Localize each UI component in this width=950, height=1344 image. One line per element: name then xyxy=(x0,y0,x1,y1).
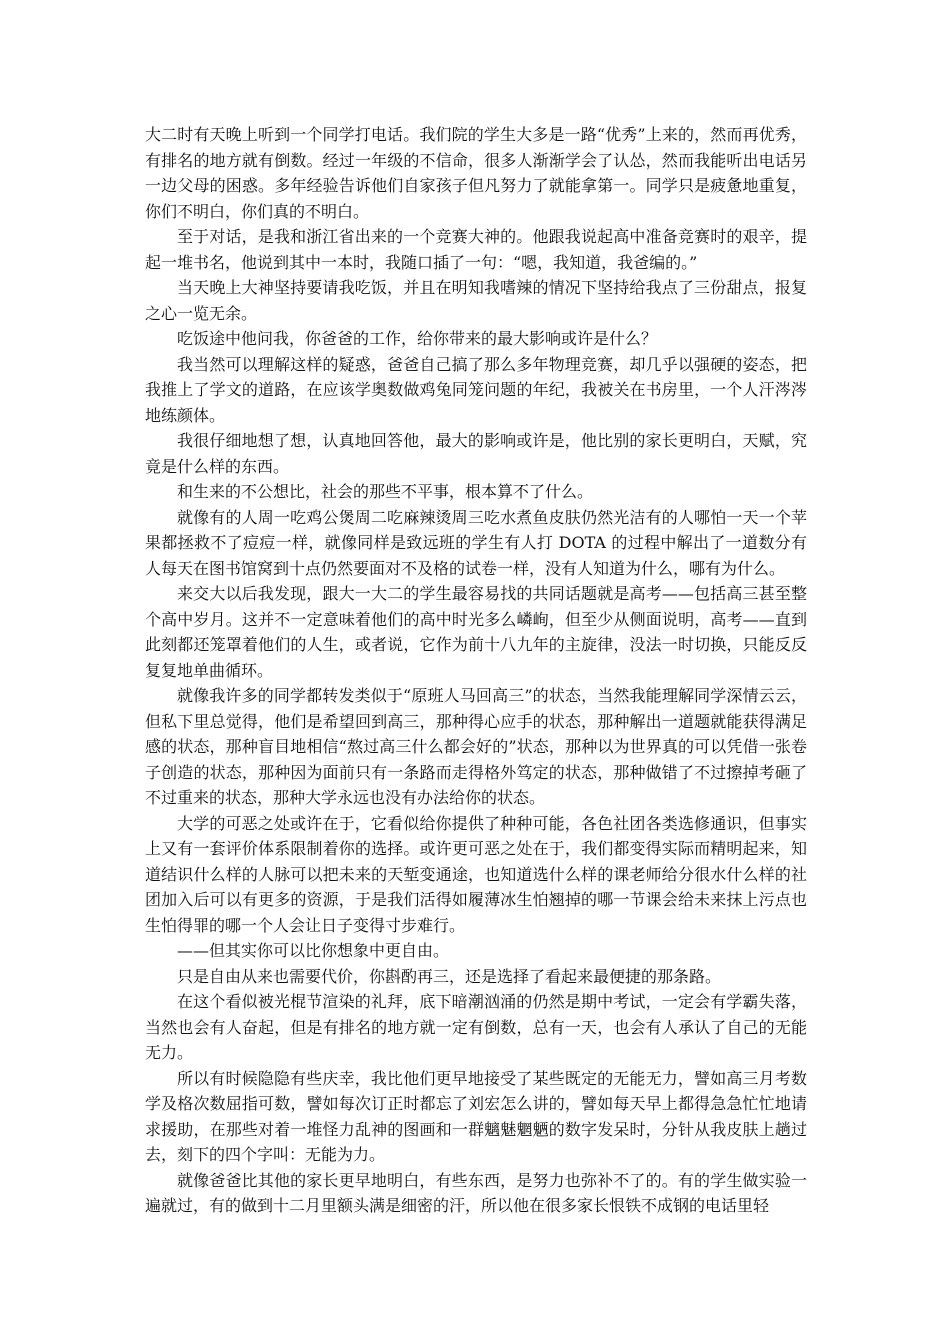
paragraph-14: 在这个看似被光棍节渲染的礼拜，底下暗潮汹涌的仍然是期中考试，一定会有学霸失落，当然也会有人奋起，但是有排名的地方就一定有倒数，总有一天，也会有人承认了自己的无能无力。 xyxy=(145,992,807,1062)
paragraph-5: 我当然可以理解这样的疑惑，爸爸自己搞了那么多年物理竞赛，却几乎以强硬的姿态，把我推上了学文的道路，在应该学奥数做鸡兔同笼问题的年纪，我被关在书房里，一个人汗涔涔地练颜体。 xyxy=(145,354,807,425)
paragraph-16: 就像爸爸比其他的家长更早地明白，有些东西，是努力也弥补不了的。有的学生做实验一遍就过，有的做到十二月里额头满是细密的汗，所以他在很多家长恨铁不成钢的电话里轻 xyxy=(145,1170,807,1215)
paragraph-4: 吃饭途中他问我，你爸爸的工作，给你带来的最大影响或许是什么？ xyxy=(177,329,658,348)
paragraph-11: 大学的可恶之处或许在于，它看似给你提供了种种可能，各色社团各类选修通识，但事实上又有一套评价体系限制着你的选择。或许更可恶之处在于，我们都变得实际而精明起来，知道结识什么样的人脉可以把未来的天堑变通途，也知道选什么样的课老师给分很水什么样的社团加入后可以有更多的资源，于是我们活得如履薄冰生怕翘掉的哪一节课会给未来抹上污点也生怕得罪的哪一个人会让日子变得寸步难行。 xyxy=(145,813,807,935)
paragraph-10: 就像我许多的同学都转发类似于“原班人马回高三”的状态，当然我能理解同学深情云云，但私下里总觉得，他们是希望回到高三，那种得心应手的状态，那种解出一道题就能获得满足感的状态，那种盲目地相信“熬过高三什么都会好的”状态，那种以为世界真的可以凭借一张卷子创造的状态，那种因为面前只有一条路而走得格外笃定的状态，那种做错了不过擦掉考砸了不过重来的状态，那种大学永远也没有办法给你的状态。 xyxy=(145,686,807,807)
paragraph-1: 大二时有天晚上听到一个同学打电话。我们院的学生大多是一路“优秀”上来的，然而再优秀，有排名的地方就有倒数。经过一年级的不信命，很多人渐渐学会了认怂，然而我能听出电话另一边父母的困惑。多年经验告诉他们自家孩子但凡努力了就能拿第一。同学只是疲惫地重复，你们不明白，你们真的不明白。 xyxy=(145,125,807,221)
paragraph-7: 和生来的不公想比，社会的那些不平事，根本算不了什么。 xyxy=(177,482,594,501)
paragraph-9: 来交大以后我发现，跟大一大二的学生最容易找的共同话题就是高考——包括高三甚至整个高中岁月。这并不一定意味着他们的高中时光多么嶙峋，但至少从侧面说明，高考——直到此刻都还笼罩着他们的人生，或者说，它作为前十八九年的主旋律，没法一时切换，只能反反复复地单曲循环。 xyxy=(145,584,807,680)
paragraph-6: 我很仔细地想了想，认真地回答他，最大的影响或许是，他比别的家长更明白，天赋，究竟是什么样的东西。 xyxy=(145,431,807,476)
paragraph-15: 所以有时候隐隐有些庆幸，我比他们更早地接受了某些既定的无能无力，譬如高三月考数学及格次数屈指可数，譬如每次订正时都忘了刘宏怎么讲的，譬如每天早上都得急急忙忙地请求援助，在那些对着一堆怪力乱神的图画和一群魑魅魍魉的数字发呆时，分针从我皮肤上趟过去，刻下的四个字叫：无能为力。 xyxy=(145,1068,807,1164)
document-body xyxy=(145,122,807,1219)
paragraph-12: ——但其实你可以比你想象中更自由。 xyxy=(177,941,450,960)
paragraph-2: 至于对话，是我和浙江省出来的一个竞赛大神的。他跟我说起高中准备竞赛时的艰辛，提起一堆书名，他说到其中一本时，我随口插了一句：“嗯，我知道，我爸编的。” xyxy=(145,227,807,272)
paragraph-8: 就像有的人周一吃鸡公煲周二吃麻辣烫周三吃水煮鱼皮肤仍然光洁有的人哪怕一天一个苹果都拯救不了痘痘一样，就像同样是致远班的学生有人打 DOTA 的过程中解出了一道数分有人每天在图书馆窝到十点仍然要面对不及格的试卷一样，没有人知道为什么，哪有为什么。 xyxy=(145,507,807,578)
paragraph-3: 当天晚上大神坚持要请我吃饭，并且在明知我嗜辣的情况下坚持给我点了三份甜点，报复之心一览无余。 xyxy=(145,278,807,323)
paragraph-13: 只是自由从来也需要代价，你斟酌再三，还是选择了看起来最便捷的那条路。 xyxy=(177,966,722,986)
